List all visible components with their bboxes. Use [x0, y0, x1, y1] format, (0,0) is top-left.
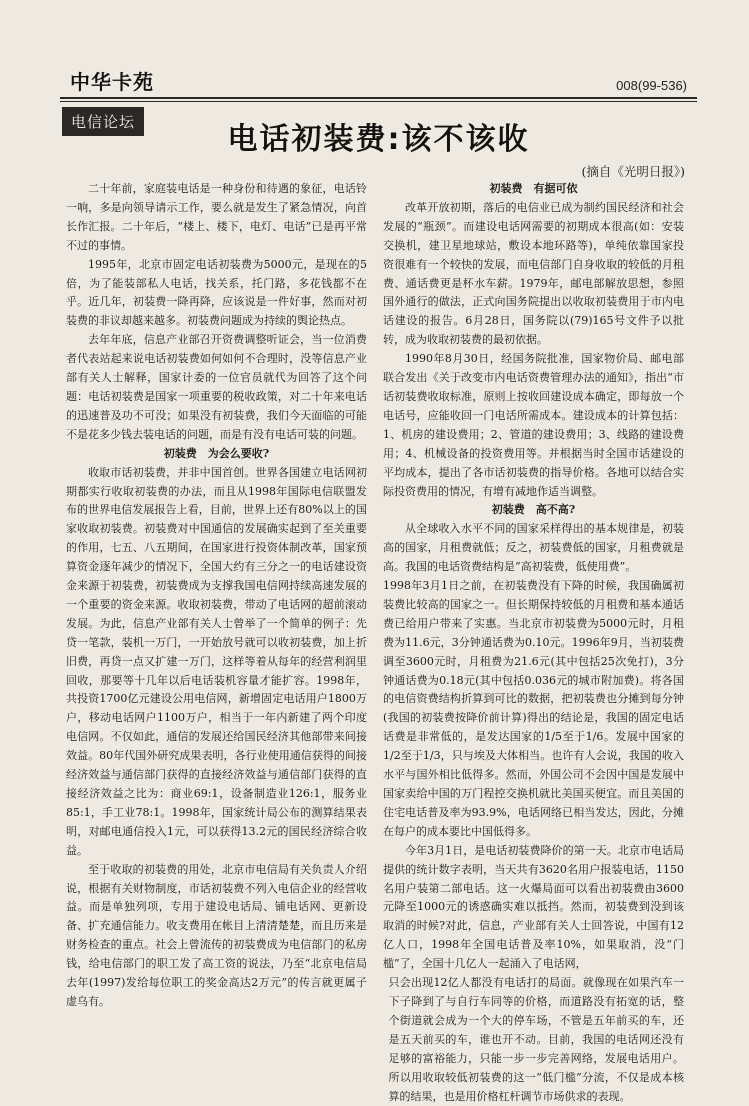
- paragraph: 收取市话初装费，并非中国首创。世界各国建立电话网初期都实行收取初装费的办法，而且从1998年国际电信联盟发布的世界电信发展报告上看，目前，世界上还有80%以上的国家收取初装费。初装费对中国通信的发展确实起到了至关重要的作用，七五、八五期间，在国家进行投资体制改革，国家预算资金逐年减少的情况下，全国大约有三分之一的电话建设资金来源于初装费，初装费成为支撑我国电信网持续高速发展的一个重要的资金来源。收取初装费，带动了电话网的超前滚动发展。为此，信息产业部有关人士曾举了一个简单的例子：先贷一笔款，装机一万门，一开始放号就可以收初装费，加上折旧费，再贷一点又扩建一万门，这样等着从每年的经营利润里回收，那要等十几年以后电话装机容量才能扩容。1998年，共投资1700亿元建设公用电信网，新增固定电话用户1800万户，移动电话网户1100万户，相当于一年内新建了两个印度电信网。不仅如此，通信的发展还给国民经济其他部带来间接效益。80年代国外研究成果表明，各行业使用通信获得的间接经济效益与通信部门获得的直接经济效益与通信部门获得的直接经济效益之比为：商业69:1，设备制造业126:1，服务业85:1，手工业78:1。1998年，国家统计局公布的测算结果表明，对邮电通信投入1元，可以获得13.2元的国民经济综合收益。: [66, 465, 367, 857]
- paragraph: 去年年底，信息产业部召开资费调整听证会，当一位消费者代表站起来说电话初装费如何如何不合理时，没等信息产业部有关人士解释，国家计委的一位官员就代为回答了这个问题：电话初装费是国家一项重要的税收政策，对二十年来电话的迅速普及功不可没；如果没有初装费，我们今天面临的可能不是花多少钱去装电话的问题，而是有没有电话可装的问题。: [66, 333, 367, 441]
- paragraph: 至于收取的初装费的用处，北京市电信局有关负责人介绍说，根据有关财物制度，市话初装费不列入电信企业的经营收益。而是单独列项，专用于建设电话局、铺电话网、更新设备、扩充通信能力。收支费用在帐目上清清楚楚，而且历来是财务检查的重点。社会上曾流传的初装费成为电信部门的私房钱，给电信部门的职工发了高工资的说法，乃至“北京电信局去年(1997)发给每位职工的奖金高达2万元”的传言就更属子虚乌有。: [66, 862, 367, 1008]
- article-title: 电话初装费:该不该收: [227, 122, 530, 157]
- paragraph: 改革开放初期，落后的电信业已成为制约国民经济和社会发展的“瓶颈”。而建设电话网需要的初期成本很高(如：安装交换机，建卫星地球站，敷设本地环路等)，单纯依靠国家投资很难有一个较快的发展，而电信部门自身收取的较低的月租费、通话费更是杯水车薪。1979年，邮电部解放思想，参照国外通行的做法，正式向国务院提出以收取初装费用于市内电话建设的报告。6月28日，国务院以(79)165号文件予以批转，成为收取初装费的最初依据。: [383, 200, 684, 347]
- paragraph: 1990年8月30日，经国务院批准，国家物价局、邮电部联合发出《关于改变市内电话资费管理办法的通知》，指出“市话初装费收取标准，原则上按收回建设成本确定，即每放一个电话号，应能收回一门电话所需成本。建设成本的计算包括：1、机房的建设费用；2、管道的建设费用；3、线路的建设费用；4、机械设备的投资费用等。并根据当时全国市话建设的平均成本，提出了各市话初装费的指导价格。各地可以结合实际投资费用的情况，有增有减地作适当调整。: [383, 352, 684, 498]
- left-column: [66, 180, 367, 1012]
- magazine-name: 中华卡苑: [70, 70, 154, 94]
- subheading: 初装费 为会么要收?: [163, 446, 270, 460]
- paragraph: 只会出现12亿人都没有电话打的局面。就像现在如果汽车一下子降到了与自行车同等的价格，而道路没有拓宽的话，整个街道就会成为一个大的停车场，不管是五年前买的车，还是五天前买的车，谁也开不动。目前，我国的电话网还没有足够的富裕能力，只能一步一步完善网络，发展电话用户。所以用收取较低初装费的这一“低门槛”分流，不仅是成本核算的结果，也是用价格杠杆调节市场供求的表现。: [388, 976, 684, 1103]
- paragraph: 今年3月1日，是电话初装费降价的第一天。北京市电话局提供的统计数字表明，当天共有3620名用户报装电话，1150名用户装第二部电话。这一火爆局面可以看出初装费由3600元降至1000元的诱惑确实难以抵挡。然而，初装费到没到该取消的时候?对此，信息，产业部有关人士回答说，中国有12亿人口，1998年全国电话普及率10%，如果取消，没“门槛”了，全国十几亿人一起涌入了电话网，: [383, 843, 684, 971]
- right-column: [383, 180, 684, 1106]
- section-badge: 电信论坛: [62, 107, 144, 136]
- header-rule-thin: [60, 101, 697, 102]
- paragraph: 1998年3月1日之前，在初装费没有下降的时候，我国确属初装费比较高的国家之一。但长期保持较低的月租费和基本通话费已给用户带来了实惠。当北京市初装费为5000元时，月租费为11.6元，3分钟通话费为0.10元。1996年9月，当初装费调至3600元时，月租费为21.6元(其中包括25次免打)，3分钟通话费为0.18元(其中包括0.036元的城市附加费)。将各国的电信资费结构折算到可比的数据，把初装费也分摊到每分钟(我国的初装费按降价前计算)得出的结论是，我国的固定电话话费是非常低的，是发达国家的1/5至于1/6。发展中国家的1/2至于1/3，只与埃及大体相当。也许有人会说，我国的收入水平与国外相比低得多。然而，外国公司不会因中国是发展中国家卖给中国的万门程控交换机就比美国买便宜。而且美国的住宅电话普及率为93.9%，电话网络已相当发达，因此，分摊在每户的成本要比中国低得多。: [383, 579, 684, 838]
- subheading: 初装费 高不高?: [491, 503, 576, 517]
- source-note: (摘自《光明日报》): [581, 164, 685, 179]
- issue-number: 008(99-536): [616, 78, 687, 93]
- paragraph: 1995年，北京市固定电话初装费为5000元，是现在的5倍，为了能装部私人电话，找关系，托门路，多花钱都不在乎。近几年，初装费一降再降，应该说是一件好事，然而对初装费的非议却越来越多。初装费问题成为持续的舆论热点。: [66, 257, 367, 328]
- paragraph: 二十年前，家庭装电话是一种身份和待遇的象征，电话铃一响，多是向领导请示工作，要么就是发生了紧急情况，向首长作汇报。二十年后，“楼上、楼下，电灯、电话”已是再平常不过的事情。: [66, 182, 367, 252]
- paragraph: 从全球收入水平不同的国家采样得出的基本规律是，初装高的国家，月租费就低；反之，初装费低的国家，月租费就是高。我国的电话资费结构是“高初装费，低使用费”。: [383, 522, 684, 574]
- header-rule: [60, 97, 697, 99]
- subheading: 初装费 有据可依: [489, 182, 578, 195]
